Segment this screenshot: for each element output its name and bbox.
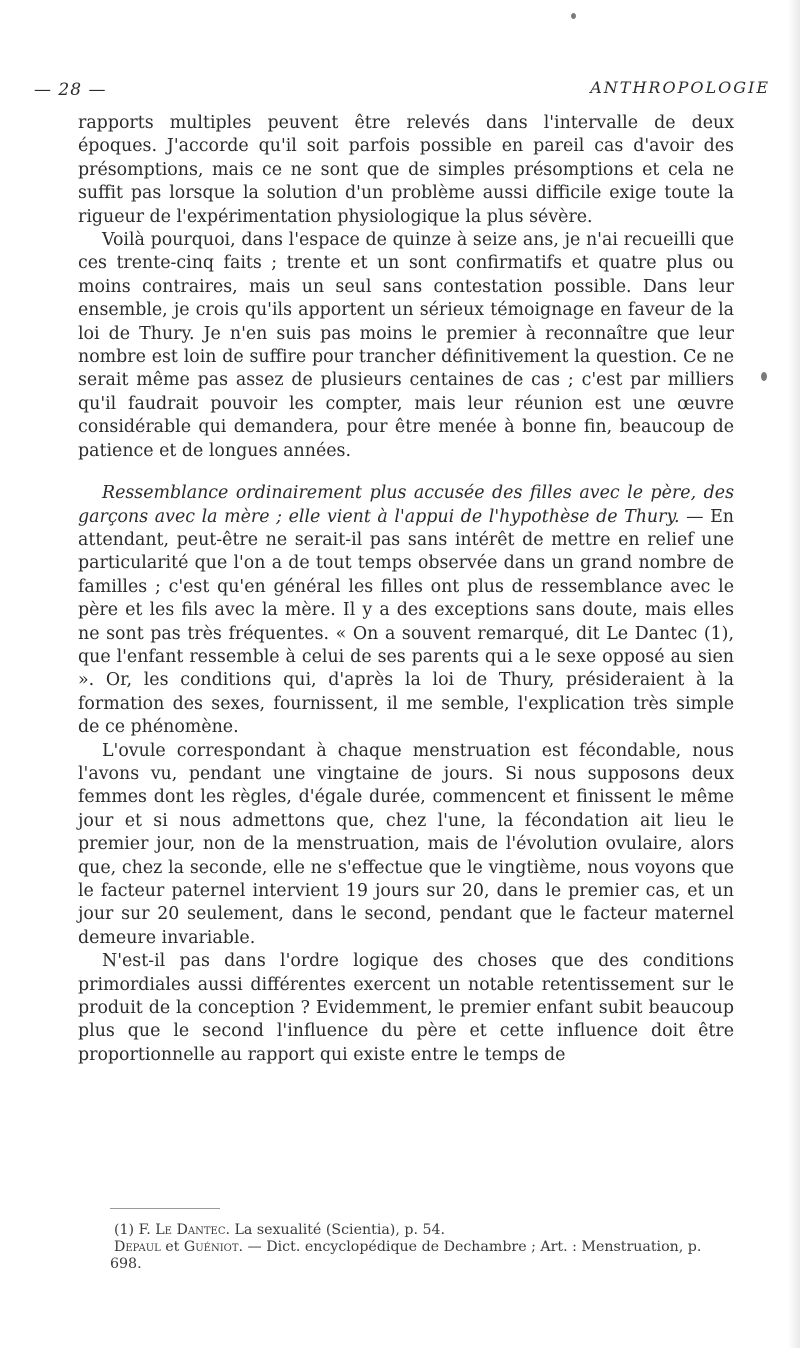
- paragraph-3-text: — En attendant, peut-être ne serait-il pas sans intérêt de mettre en relief une particularité que l'on a de tout temps observée dans un grand nombre de familles ; c'est qu'en général les filles ont plus de ressemblance avec le père et les fils avec la mère. Il y a des exceptions sans doute, mais elles ne sont pas très fréquentes. « On a souvent remarqué, dit Le Dantec (1), que l'enfant ressemble à celui de ses parents qui a le sexe opposé au sien ». Or, les conditions qui, d'après la loi de Thury, présideraient à la formation des sexes, fournissent, il me semble, l'explication très simple de ce phénomène.: [78, 506, 735, 738]
- footnote-divider: [110, 1208, 220, 1209]
- footnote-1-author: Le Dantec.: [155, 1222, 230, 1238]
- paragraph-3: [78, 482, 734, 739]
- running-head: ANTHROPOLOGIE: [590, 78, 770, 97]
- print-speck: [571, 13, 576, 19]
- paragraph-4: L'ovule correspondant à chaque menstruation est fécondable, nous l'avons vu, pendant une vingtaine de jours. Si nous supposons deux femmes dont les règles, d'égale durée, commencent et finissent le même jour et si nous admettons que, chez l'une, la fécondation ait lieu le premier jour, non de la menstruation, mais de l'évolution ovulaire, alors que, chez la seconde, elle ne s'effectue que le vingtième, nous voyons que le facteur paternel intervient 19 jours sur 20, dans le premier cas, et un jour sur 20 seulement, dans le second, pendant que le facteur maternel demeure invariable.: [78, 740, 734, 948]
- footnote-2-author-2: Guéniot.: [183, 1239, 244, 1255]
- page-edge-shadow: [788, 0, 800, 1348]
- footnote-2-author-1: Depaul: [114, 1239, 161, 1255]
- footnote-2-text: — Dict. encyclopédique de Dechambre ; Art. : Menstruation, p. 698.: [110, 1239, 702, 1272]
- paragraph-5: N'est-il pas dans l'ordre logique des choses que des conditions primordiales aussi différentes exercent un notable retentissement sur le produit de la conception ? Evidemment, le premier enfant subit beaucoup plus que le second l'influence du père et cette influence doit être proportionnelle au rapport qui existe entre le temps de: [78, 951, 734, 1065]
- footnote-2: [110, 1239, 730, 1273]
- footnote-2-and: et: [160, 1239, 184, 1255]
- footnotes: [110, 1222, 730, 1273]
- paragraph-1: rapports multiples peuvent être relevés dans l'intervalle de deux époques. J'accorde qu'il soit parfois possible en pareil cas d'avoir des présomptions, mais ce ne sont que de simples présomptions et cela ne suffit pas lorsque la solution d'un problème aussi difficile exige toute la rigueur de l'expérimentation physiologique la plus sévère.: [78, 113, 734, 227]
- body-text: [78, 112, 734, 1067]
- paragraph-2: Voilà pourquoi, dans l'espace de quinze à seize ans, je n'ai recueilli que ces trente-cinq faits ; trente et un sont confirmatifs et quatre plus ou moins contraires, mais un seul sans contestation possible. Dans leur ensemble, je crois qu'ils apportent un sérieux témoignage en faveur de la loi de Thury. Je n'en suis pas moins le premier à reconnaître que leur nombre est loin de suffire pour trancher définitivement la question. Ce ne serait même pas assez de plusieurs centaines de cas ; c'est par milliers qu'il faudrait pouvoir les compter, mais leur réunion est une œuvre considérable qui demandera, pour être menée à bonne fin, beaucoup de patience et de longues années.: [78, 230, 734, 461]
- page-header: [30, 74, 770, 102]
- footnote-1: [110, 1222, 730, 1239]
- page-number: — 28 —: [34, 80, 107, 100]
- print-speck: [761, 372, 767, 381]
- section-heading: Ressemblance ordinairement plus accusée des filles avec le père, des garçons avec la mère ; elle vient à l'appui de l'hypothèse de Thury.: [78, 483, 734, 527]
- footnote-1-ref: (1) F.: [114, 1222, 151, 1238]
- footnote-1-text: La sexualité (Scientia), p. 54.: [229, 1222, 446, 1238]
